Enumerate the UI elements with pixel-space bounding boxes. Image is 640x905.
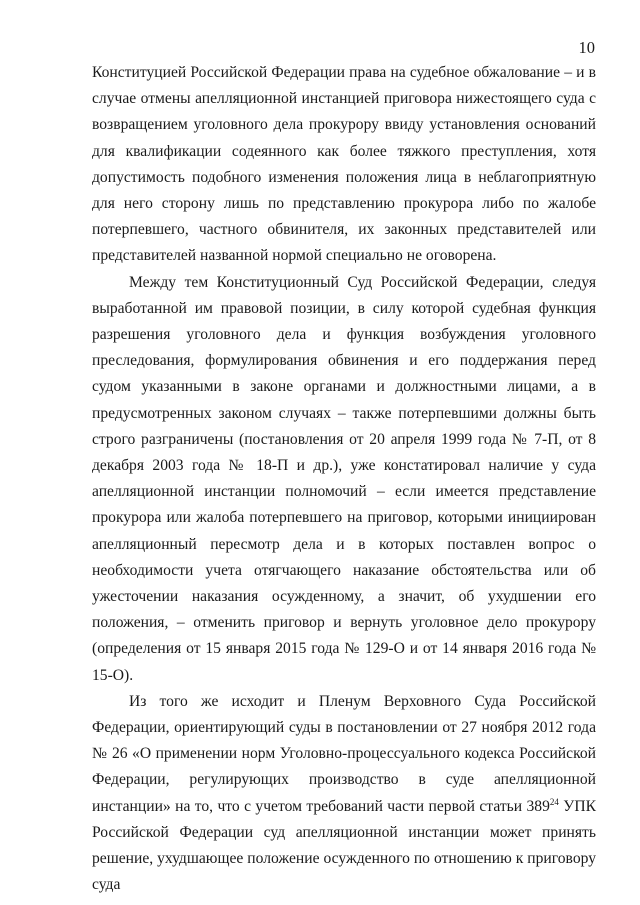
paragraph-text-after: УПК Российской Федерации суд апелляционной инстанции может принять решение, ухудшающее положение осужденного по отношению к приговору суда (92, 797, 596, 894)
paragraph-continuation: Конституцией Российской Федерации права на судебное обжалование – и в случае отмены апелляционной инстанцией приговора нижестоящего суда с возвращением уголовного дела прокурору ввиду установления оснований для квалификации содеянного как более тяжкого преступления, хотя допустимость подобного изменения положения лица в неблагоприятную для него сторону лишь по представлению прокурора либо по жалобе потерпевшего, частного обвинителя, их законных представителей или представителей названной нормой специально не оговорена. (92, 64, 596, 265)
paragraph-text-before: Из того же исходит и Пленум Верховного Суда Российской Федерации, ориентирующий суды в постановлении от 27 ноября 2012 года № 26 «О применении норм Уголовно-процессуального кодекса Российской Федерации, регулирующих производство в суде апелляционной инстанции» на то, что с учетом требований части первой статьи 389 (92, 692, 596, 815)
document-body (92, 60, 596, 899)
paragraph-supreme-court-plenum (92, 689, 596, 899)
paragraph-constitutional-court: Между тем Конституционный Суд Российской Федерации, следуя выработанной им правовой позиции, в силу которой судебная функция разрешения уголовного дела и функция возбуждения уголовного преследования, формулирования обвинения и его поддержания перед судом указанными в законе органами и должностными лицами, а в предусмотренных законом случаях – также потерпевшими должны быть строго разграничены (постановления от 20 апреля 1999 года № 7-П, от 8 декабря 2003 года № 18-П и др.), уже констатировал наличие у суда апелляционной инстанции полномочий – если имеется представление прокурора или жалоба потерпевшего на приговор, которыми инициирован апелляционный пересмотр дела и в которых поставлен вопрос о необходимости учета отягчающего наказание обстоятельства или об ужесточении наказания осужденному, а значит, об ухудшении его положения, – отменить приговор и вернуть уголовное дело прокурору (определения от 15 января 2015 года № 129-О и от 14 января 2016 года № 15-О). (92, 273, 596, 684)
article-superscript: 24 (549, 796, 559, 807)
page-number: 10 (578, 38, 595, 57)
